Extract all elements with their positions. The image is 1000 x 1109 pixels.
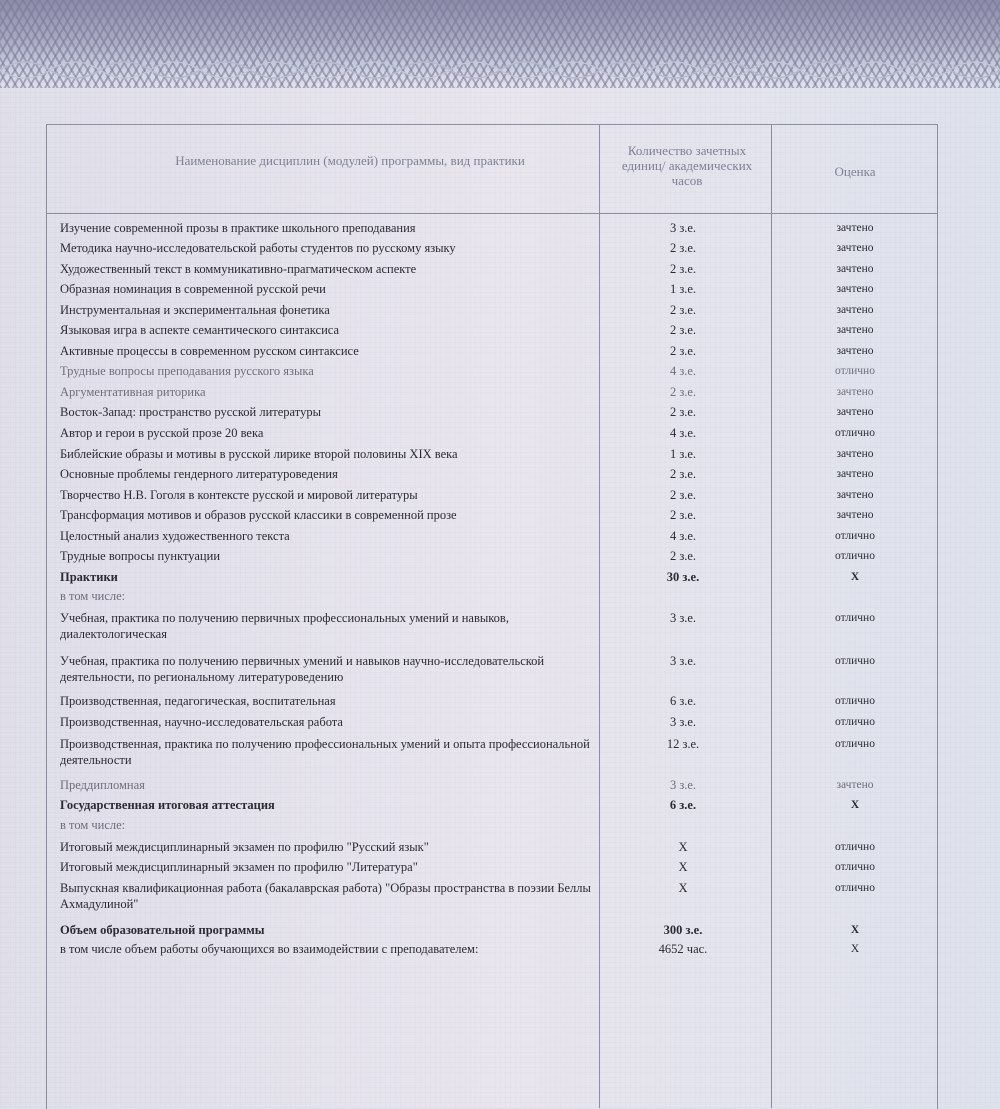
header-credits: Количество зачетных единиц/ академических часов (621, 143, 753, 188)
grade: зачтено (836, 345, 874, 357)
grade: отлично (835, 427, 875, 439)
grade: отлично (835, 612, 875, 624)
column-divider-grade (771, 124, 772, 1108)
credits: 2 з.е. (669, 241, 697, 255)
grade: зачтено (836, 448, 874, 460)
discipline-name: Преддипломная (60, 778, 145, 792)
discipline-name: Целостный анализ художественного текста (60, 529, 290, 543)
discipline-name: Производственная, практика по получению профессиональных умений и опыта профессиональной деятельности (60, 737, 590, 767)
grade: Х (850, 571, 860, 583)
discipline-name: Основные проблемы гендерного литературоведения (60, 467, 338, 481)
credits: Х (678, 881, 688, 895)
credits: 6 з.е. (669, 798, 697, 812)
credits: 4 з.е. (669, 426, 697, 440)
grade: отлично (835, 530, 875, 542)
credits: 2 з.е. (669, 549, 697, 563)
header-grade: Оценка (834, 164, 876, 179)
discipline-name: Учебная, практика по получению первичных умений и навыков научно-исследовательской деятельности, по региональному литературоведению (60, 654, 545, 684)
credits: 3 з.е. (669, 778, 697, 792)
grade: зачтено (836, 489, 874, 501)
grade: Х (850, 799, 860, 811)
grade: зачтено (836, 304, 874, 316)
discipline-name: Аргументативная риторика (60, 385, 206, 399)
grade: зачтено (836, 386, 874, 398)
discipline-name: Библейские образы и мотивы в русской лирике второй половины XIX века (60, 447, 458, 461)
discipline-name: Восток-Запад: пространство русской литературы (60, 405, 321, 419)
grade: зачтено (836, 263, 874, 275)
credits: 3 з.е. (669, 654, 697, 668)
discipline-name: Образная номинация в современной русской речи (60, 282, 326, 296)
discipline-name: Языковая игра в аспекте семантического синтаксиса (60, 323, 340, 337)
discipline-name: Выпускная квалификационная работа (бакалаврская работа) "Образы пространства в поэзии Беллы Ахмадулиной" (60, 881, 591, 911)
credits: 3 з.е. (669, 221, 697, 235)
subsection-label: в том числе: (60, 589, 126, 603)
credits: 3 з.е. (669, 611, 697, 625)
grade: отлично (835, 882, 875, 894)
discipline-name: Производственная, педагогическая, воспитательная (60, 694, 336, 708)
grade: отлично (835, 365, 875, 377)
credits: 4 з.е. (669, 529, 697, 543)
discipline-name: Итоговый междисциплинарный экзамен по профилю "Русский язык" (60, 840, 429, 854)
grade: зачтено (836, 468, 874, 480)
discipline-name: Творчество Н.В. Гоголя в контексте русской и мировой литературы (60, 488, 418, 502)
grade: отлично (835, 550, 875, 562)
discipline-name: Изучение современной прозы в практике школьного преподавания (60, 221, 416, 235)
credits: Х (678, 860, 688, 874)
header-divider (46, 213, 937, 214)
credits: 2 з.е. (669, 405, 697, 419)
grade: зачтено (836, 779, 874, 791)
credits: 2 з.е. (669, 508, 697, 522)
total-title: Объем образовательной программы (60, 923, 265, 937)
column-divider-qty (599, 124, 600, 1108)
credits: 2 з.е. (669, 344, 697, 358)
grade: зачтено (836, 242, 874, 254)
credits: 1 з.е. (669, 282, 697, 296)
header-discipline-name: Наименование дисциплин (модулей) программы, вид практики (175, 153, 525, 168)
credits: 2 з.е. (669, 467, 697, 481)
grade: отлично (835, 716, 875, 728)
credits: 2 з.е. (669, 262, 697, 276)
discipline-name: Методика научно-исследовательской работы студентов по русскому языку (60, 241, 456, 255)
discipline-name: Производственная, научно-исследовательская работа (60, 715, 343, 729)
discipline-name: Инструментальная и экспериментальная фонетика (60, 303, 330, 317)
section-title: Практики (60, 570, 118, 584)
discipline-name: в том числе объем работы обучающихся во взаимодействии с преподавателем: (60, 942, 479, 956)
grade: зачтено (836, 324, 874, 336)
grade: зачтено (836, 222, 874, 234)
credits: 300 з.е. (663, 923, 703, 937)
discipline-name: Учебная, практика по получению первичных профессиональных умений и навыков, диалектологическая (60, 611, 509, 641)
grade: отлично (835, 861, 875, 873)
credits: 12 з.е. (666, 737, 700, 751)
credits: 2 з.е. (669, 385, 697, 399)
grade: зачтено (836, 509, 874, 521)
credits: 30 з.е. (666, 570, 700, 584)
grade: зачтено (836, 406, 874, 418)
discipline-name: Трансформация мотивов и образов русской классики в современной прозе (60, 508, 457, 522)
credits: 1 з.е. (669, 447, 697, 461)
discipline-name: Трудные вопросы пунктуации (60, 549, 221, 563)
grade: отлично (835, 841, 875, 853)
grade: отлично (835, 655, 875, 667)
discipline-name: Художественный текст в коммуникативно-прагматическом аспекте (60, 262, 417, 276)
discipline-name: Итоговый междисциплинарный экзамен по профилю "Литература" (60, 860, 418, 874)
discipline-name: Трудные вопросы преподавания русского языка (60, 364, 314, 378)
grade: зачтено (836, 283, 874, 295)
grade: Х (850, 943, 860, 955)
credits: 3 з.е. (669, 715, 697, 729)
credits: 4652 час. (658, 942, 708, 956)
credits: 2 з.е. (669, 303, 697, 317)
grade: отлично (835, 695, 875, 707)
credits: 2 з.е. (669, 323, 697, 337)
credits: 4 з.е. (669, 364, 697, 378)
guilloche-wave-ornament (0, 52, 1000, 88)
discipline-name: Автор и герои в русской прозе 20 века (60, 426, 264, 440)
credits: Х (678, 840, 688, 854)
credits: 2 з.е. (669, 488, 697, 502)
subsection-label: в том числе: (60, 818, 126, 832)
grade: отлично (835, 738, 875, 750)
credits: 6 з.е. (669, 694, 697, 708)
discipline-name: Активные процессы в современном русском синтаксисе (60, 344, 359, 358)
grade: Х (850, 924, 860, 936)
section-title: Государственная итоговая аттестация (60, 798, 275, 812)
